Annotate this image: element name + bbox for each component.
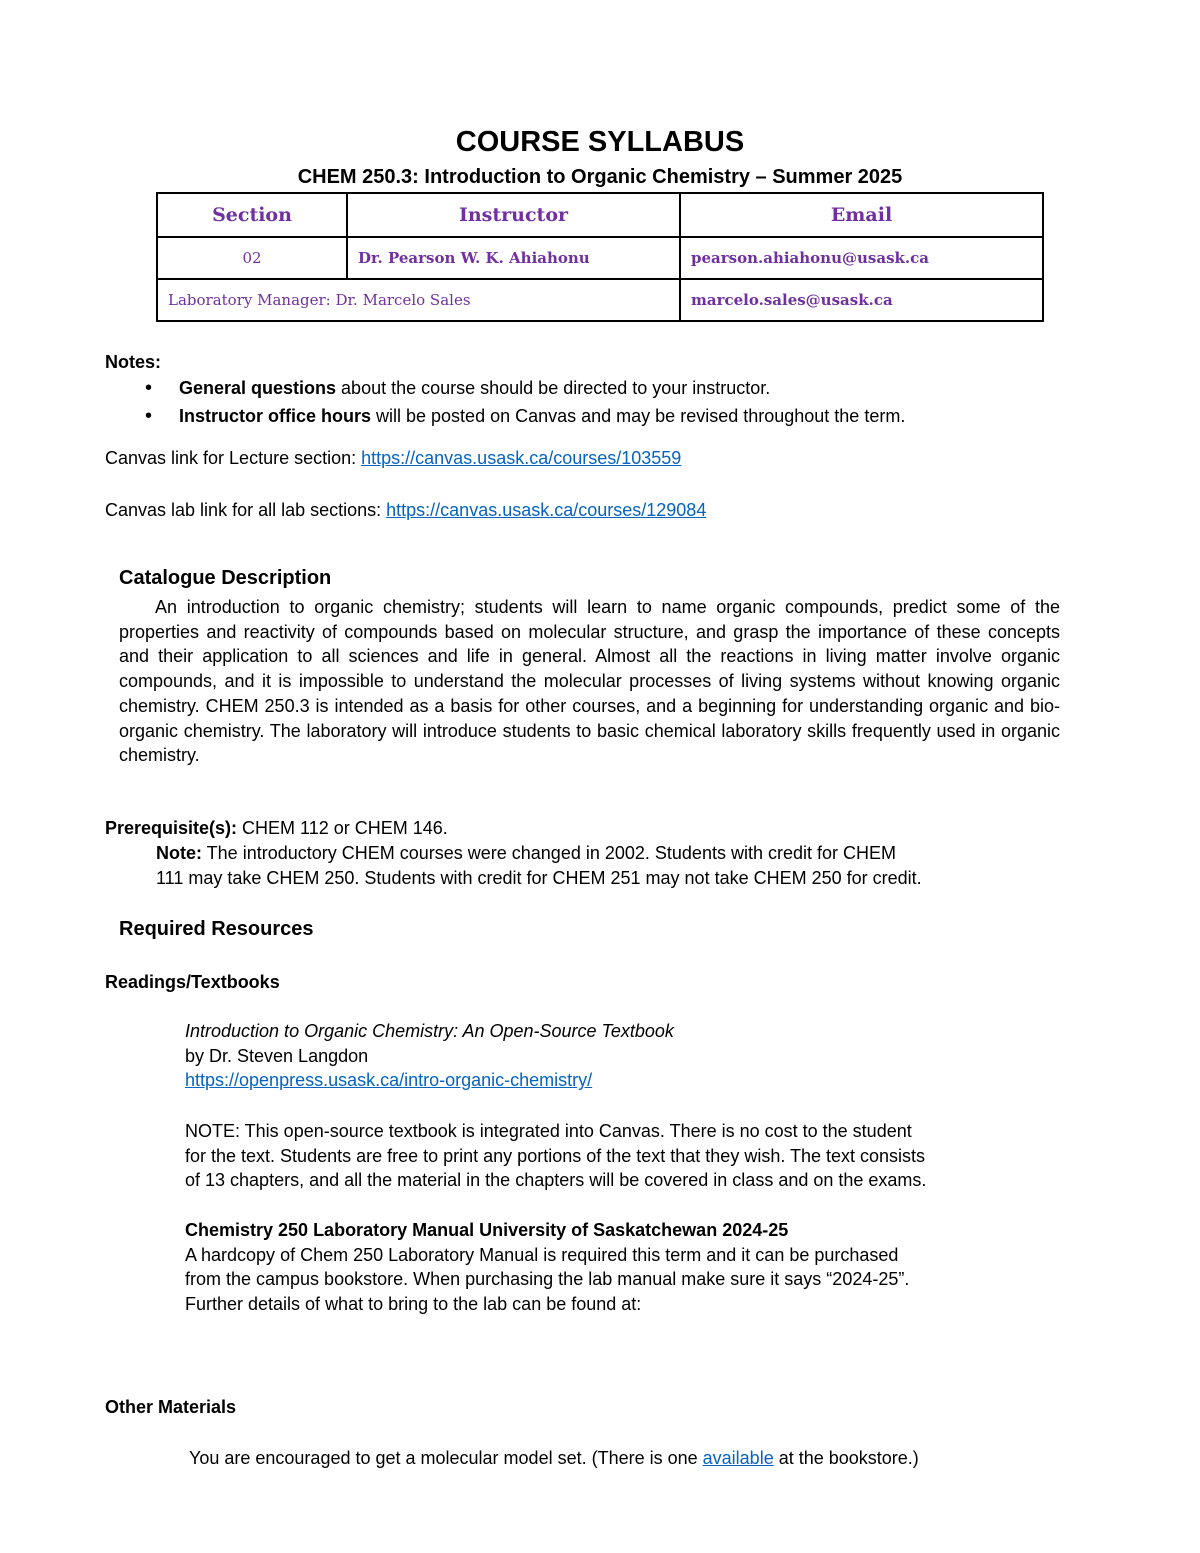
canvas-lab-line — [105, 500, 706, 521]
course-subtitle: CHEM 250.3: Introduction to Organic Chemistry – Summer 2025 — [297, 166, 903, 188]
textbook-link[interactable]: https://openpress.usask.ca/intro-organic-chemistry/ — [185, 1070, 593, 1091]
lab-manual-title: Chemistry 250 Laboratory Manual University of Saskatchewan 2024-25 — [185, 1220, 789, 1240]
textbook-note-line: for the text. Students are free to print any portions of the text that they wish. The text consists — [185, 1145, 926, 1166]
lab-manual-block — [185, 1218, 909, 1317]
textbook-note — [185, 1119, 926, 1193]
resources-heading: Required Resources — [119, 918, 314, 940]
catalogue-description: An introduction to organic chemistry; students will learn to name organic compounds, predict some of the properties and reactivity of compounds based on molecular structure, and grasp the importance of these concepts and their application to all sciences and life in general. Almost all the reactions in living matter involve organic compounds, and it is impossible to understand the molecular processes of living systems without knowing organic chemistry. CHEM 250.3 is intended as a basis for other courses, and a beginning for understanding organic and bio-organic chemistry. The laboratory will introduce students to basic chemical laboratory skills frequently used in organic chemistry. — [119, 597, 1060, 766]
header-email: Email — [680, 193, 1043, 237]
other-materials-line — [189, 1448, 919, 1469]
canvas-lecture-line — [105, 448, 681, 469]
prerequisite-note-line1 — [156, 843, 896, 864]
staff-table — [156, 192, 1044, 322]
canvas-lecture-link[interactable]: https://canvas.usask.ca/courses/103559 — [361, 448, 682, 468]
prerequisite-note-label: Note: — [156, 843, 202, 863]
page-title: COURSE SYLLABUS — [455, 126, 745, 158]
lab-manual-line: from the campus bookstore. When purchasing the lab manual make sure it says “2024-25”. — [185, 1269, 910, 1290]
canvas-lab-label: Canvas lab link for all lab sections: — [105, 500, 387, 520]
textbook-author: by Dr. Steven Langdon — [185, 1045, 369, 1066]
note-bold: General questions — [179, 378, 337, 398]
notes-list — [145, 376, 905, 432]
textbook-block — [185, 1019, 674, 1093]
prerequisite-line — [105, 818, 448, 839]
canvas-lecture-label: Canvas link for Lecture section: — [105, 448, 362, 468]
lab-manager-email[interactable]: marcelo.sales@usask.ca — [680, 279, 1043, 321]
header-instructor: Instructor — [347, 193, 680, 237]
lab-manual-line: Further details of what to bring to the lab can be found at: — [185, 1294, 642, 1315]
header-section: Section — [157, 193, 347, 237]
prerequisite-label: Prerequisite(s): — [105, 818, 238, 838]
catalogue-heading: Catalogue Description — [119, 567, 332, 589]
other-materials-heading: Other Materials — [105, 1397, 237, 1417]
textbook-note-line: NOTE: This open-source textbook is integrated into Canvas. There is no cost to the student — [185, 1121, 912, 1141]
list-item — [145, 376, 905, 404]
available-link[interactable]: available — [702, 1448, 774, 1468]
other-materials-text-end: at the bookstore.) — [773, 1448, 919, 1468]
prerequisite-note-line2: 111 may take CHEM 250. Students with credit for CHEM 251 may not take CHEM 250 for credit. — [156, 868, 922, 888]
table-header-row — [157, 193, 1043, 237]
instructor-name: Dr. Pearson W. K. Ahiahonu — [347, 237, 680, 279]
notes-heading: Notes: — [105, 352, 162, 372]
note-text: will be posted on Canvas and may be revised throughout the term. — [371, 406, 906, 426]
canvas-lab-link[interactable]: https://canvas.usask.ca/courses/129084 — [386, 500, 707, 520]
prerequisite-note-text: The introductory CHEM courses were changed in 2002. Students with credit for CHEM — [202, 843, 896, 863]
section-number: 02 — [157, 237, 347, 279]
table-row — [157, 279, 1043, 321]
table-row — [157, 237, 1043, 279]
instructor-email[interactable]: pearson.ahiahonu@usask.ca — [680, 237, 1043, 279]
note-bold: Instructor office hours — [179, 406, 372, 426]
textbook-note-line: of 13 chapters, and all the material in the chapters will be covered in class and on the exams. — [185, 1170, 927, 1191]
prerequisite-text: CHEM 112 or CHEM 146. — [237, 818, 448, 838]
lab-manager: Laboratory Manager: Dr. Marcelo Sales — [157, 279, 680, 321]
textbook-title: Introduction to Organic Chemistry: An Open-Source Textbook — [185, 1021, 674, 1041]
lab-manual-line: A hardcopy of Chem 250 Laboratory Manual is required this term and it can be purchased — [185, 1244, 899, 1265]
readings-heading: Readings/Textbooks — [105, 972, 280, 992]
other-materials-text: You are encouraged to get a molecular model set. (There is one — [189, 1448, 703, 1468]
note-text: about the course should be directed to your instructor. — [336, 378, 771, 398]
list-item — [145, 404, 905, 432]
